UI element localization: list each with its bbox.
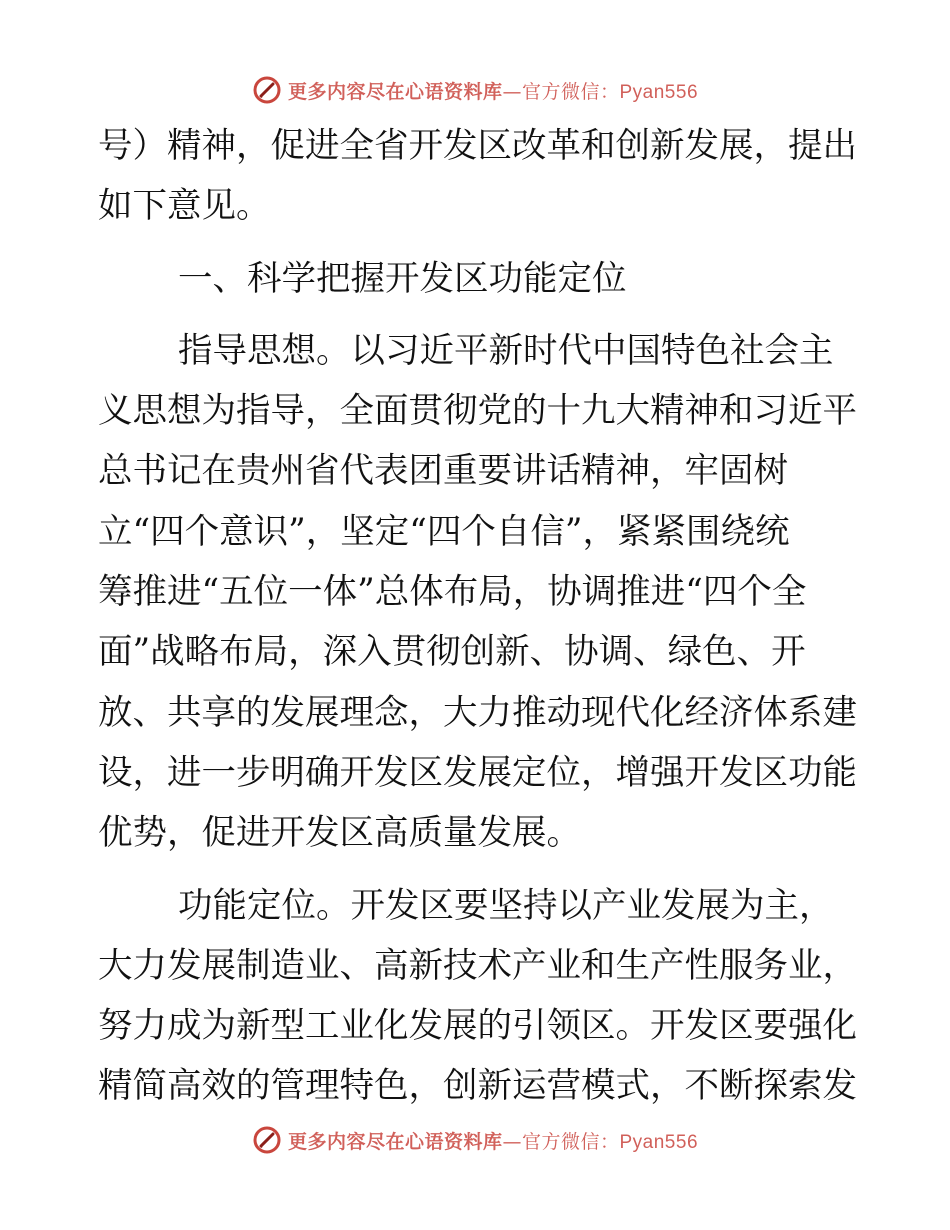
paragraph-function-positioning <box>98 876 858 1117</box>
watermark-dash: — <box>502 1130 522 1153</box>
pen-logo-icon <box>252 1125 282 1155</box>
watermark-text <box>288 1127 698 1154</box>
text-line: 义思想为指导，全面贯彻党的十九大精神和习近平 <box>98 391 857 432</box>
pen-logo-icon <box>252 75 282 105</box>
text-line: 如下意见。 <box>98 186 271 227</box>
footer-watermark <box>0 1120 950 1160</box>
watermark-brand: 更多内容尽在心语资料库 <box>287 1130 503 1153</box>
watermark-id: Pyan556 <box>619 1131 699 1153</box>
watermark-brand: 更多内容尽在心语资料库 <box>287 80 503 103</box>
text-line: 努力成为新型工业化发展的引领区。开发区要强化 <box>98 1006 857 1047</box>
watermark-official: 官方微信： <box>521 1130 620 1153</box>
watermark-id: Pyan556 <box>619 81 699 103</box>
text-line: 功能定位。开发区要坚持以产业发展为主， <box>178 885 834 926</box>
text-line: 立“四个意识”，坚定“四个自信”，紧紧围绕统 <box>98 511 790 552</box>
text-line: 优势，促进开发区高质量发展。 <box>98 813 581 854</box>
text-line: 号）精神，促进全省开发区改革和创新发展，提出 <box>98 126 857 166</box>
document-body <box>98 116 858 1117</box>
text-line: 精简高效的管理特色，创新运营模式，不断探索发 <box>98 1066 857 1107</box>
text-line: 设，进一步明确开发区发展定位，增强开发区功能 <box>98 752 857 793</box>
text-line: 筹推进“五位一体”总体布局，协调推进“四个全 <box>98 572 807 613</box>
text-line: 指导思想。以习近平新时代中国特色社会主 <box>178 330 834 371</box>
text-line: 面”战略布局，深入贯彻创新、协调、绿色、开 <box>98 632 806 673</box>
watermark-dash: — <box>502 80 522 103</box>
text-line: 总书记在贵州省代表团重要讲话精神，牢固树 <box>98 451 788 492</box>
text-line: 放、共享的发展理念，大力推动现代化经济体系建 <box>98 692 857 733</box>
paragraph-intro-continued <box>98 116 858 237</box>
section-heading <box>98 249 858 309</box>
section-heading-text: 一、科学把握开发区功能定位 <box>178 258 627 299</box>
text-line: 大力发展制造业、高新技术产业和生产性服务业， <box>98 945 857 986</box>
header-watermark <box>0 70 950 110</box>
watermark-text <box>288 77 698 104</box>
paragraph-guiding-ideology <box>98 321 858 864</box>
watermark-official: 官方微信： <box>521 80 620 103</box>
